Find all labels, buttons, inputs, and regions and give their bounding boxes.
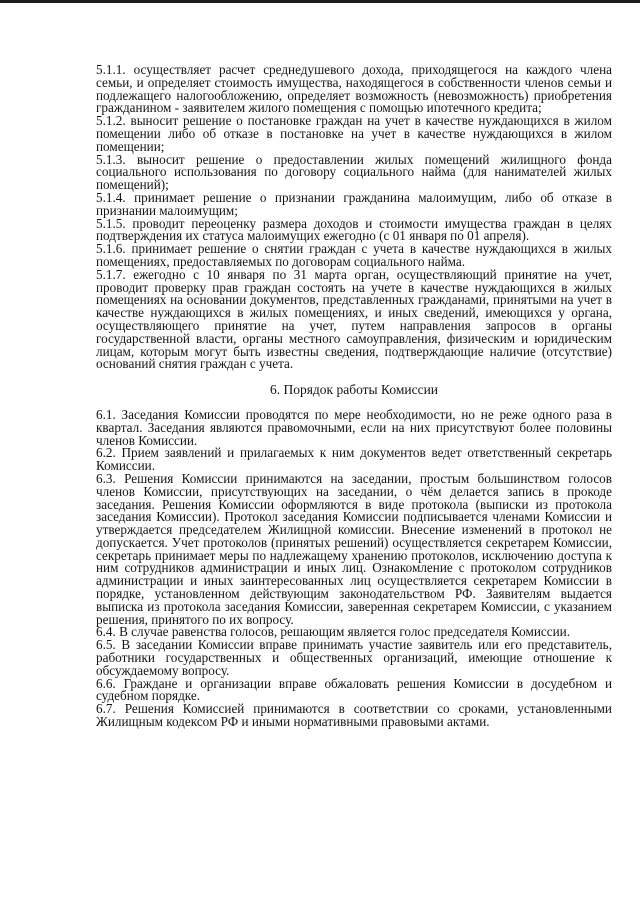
item-6-1: 6.1. Заседания Комиссии проводятся по мере необходимости, но не реже одного раза в квартал. Заседания являются правомочными, если на них присутствуют более половины членов Комиссии. <box>96 406 612 448</box>
document-page <box>96 64 612 729</box>
section-5-list <box>96 64 612 371</box>
section-6-heading: 6. Порядок работы Комиссии <box>269 382 439 398</box>
item-5-1-5: 5.1.5. проводит переоценку размера доходов и стоимости имущества граждан в целях подтверждения их статуса малоимущих ежегодно (с 01 января по 01 апреля). <box>96 215 612 244</box>
item-6-6: 6.6. Граждане и организации вправе обжаловать решения Комиссии в досудебном и судебном порядке. <box>96 675 612 704</box>
item-5-1-3: 5.1.3. выносит решение о предоставлении жилых помещений жилищного фонда социального использования по договору социального найма (для нанимателей жилых помещений); <box>96 151 612 193</box>
item-6-3: 6.3. Решения Комиссии принимаются на заседании, простым большинством голосов членов Комиссии, присутствующих на заседании, о чём делается запись в прокоде заседания. Решения Комиссии оформляются в виде протокола (выписки из протокола заседания Комиссии). Протокол заседания Комиссии подписывается членами Комиссии и утверждается председателем Жилищной комиссии. Внесение изменений в протокол не допускается. Учет протоколов (принятых решений) осуществляется секретарем Комиссии, секретарь принимает меры по надлежащему хранению протоколов, исключению доступа к ним сотрудников администрации и иных лиц. Ознакомление с протоколом сотрудников администрации и иных заинтересованных лиц осуществляется секретарем Комиссии в порядке, установленном действующим законодательством РФ. Заявителям выдается выписка из протокола заседания Комиссии, заверенная секретарем Комиссии, с указанием решения, принятого по их вопросу. <box>96 470 612 627</box>
item-5-1-7: 5.1.7. ежегодно с 10 января по 31 марта орган, осуществляющий принятие на учет, проводит проверку прав граждан состоять на учете в качестве нуждающихся в жилых помещениях на основании документов, представленных гражданами, принятыми на учет в качестве нуждающихся в жилых помещениях, и иных сведений, имеющихся у органа, осуществляющего принятие на учет, путем направления запросов в органы государственной власти, органы местного самоуправления, физическим и юридическим лицам, которым могут быть известны сведения, подтверждающие наличие (отсутствие) оснований снятия граждан с учета. <box>96 266 612 372</box>
item-5-1-1: 5.1.1. осуществляет расчет среднедушевого дохода, приходящегося на каждого члена семьи, и определяет стоимость имущества, находящегося в собственности членов семьи и подлежащего налогообложению, определяет возможность (невозможность) приобретения гражданином - заявителем жилого помещения с помощью ипотечного кредита; <box>96 62 612 116</box>
item-5-1-2: 5.1.2. выносит решение о постановке граждан на учет в качестве нуждающихся в жилом помещении либо об отказе в постановке на учет в качестве нуждающихся в жилом помещении; <box>96 113 612 154</box>
section-6-list <box>96 406 612 730</box>
item-6-2: 6.2. Прием заявлений и прилагаемых к ним документов ведет ответственный секретарь Комиссии. <box>96 445 612 474</box>
item-6-4: 6.4. В случае равенства голосов, решающим является голос председателя Комиссии. <box>96 624 571 640</box>
item-6-5: 6.5. В заседании Комиссии вправе принимать участие заявитель или его представитель, работники государственных и общественных организаций, имеющие отношение к обсуждаемому вопросу. <box>96 637 612 678</box>
item-6-7: 6.7. Решения Комиссией принимаются в соответствии со сроками, установленными Жилищным кодексом РФ и иными нормативными правовыми актами. <box>96 701 612 730</box>
scan-top-edge <box>0 0 640 3</box>
item-5-1-6: 5.1.6. принимает решение о снятии граждан с учета в качестве нуждающихся в жилых помещениях, предоставляемых по договорам социального найма. <box>96 241 612 269</box>
item-5-1-4: 5.1.4. принимает решение о признании гражданина малоимущим, либо об отказе в признании малоимущим; <box>96 189 612 218</box>
